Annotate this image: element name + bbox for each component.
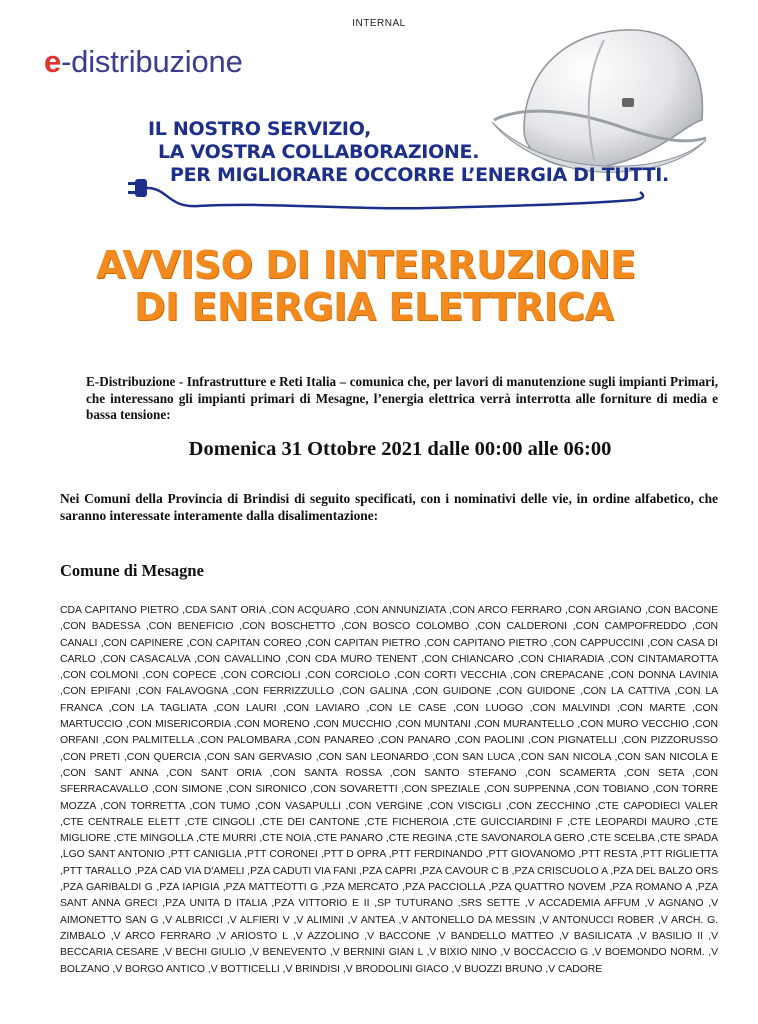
headline-line-1: AVVISO DI INTERRUZIONE	[96, 243, 636, 287]
slogan	[148, 118, 669, 187]
plug-cable-icon	[128, 178, 648, 218]
slogan-line-3: PER MIGLIORARE OCCORRE L’ENERGIA DI TUTTI.	[170, 164, 669, 186]
intro-paragraph: E-Distribuzione - Infrastrutture e Reti Italia – comunica che, per lavori di manutenzione sugli impianti Primari, che interessano gli impianti primari di Mesagne, l’energia elettrica verrà interrotta alle forniture di media e bassa tensione:	[86, 374, 718, 422]
interruption-date: Domenica 31 Ottobre 2021 dalle 00:00 alle 06:00	[188, 438, 612, 460]
logo-suffix: -distribuzione	[61, 44, 243, 79]
classification-label: INTERNAL	[352, 18, 406, 29]
street-list: CDA CAPITANO PIETRO ,CDA SANT ORIA ,CON ACQUARO ,CON ANNUNZIATA ,CON ARCO FERRARO ,CON ARGIANO ,CON BACONE ,CON BADESSA ,CON BENEFICIO ,CON BOSCHETTO ,CON BOSCO COLOMBO ,CON CALDERONI ,CON CAMPOFREDDO ,CON CANALI ,CON CAPINERE ,CON CAPITAN COREO ,CON CAPITAN PIETRO ,CON CAPITANO PIETRO ,CON CAPPUCCINI ,CON CASA DI CARLO ,CON CASACALVA ,CON CAVALLINO ,CON CDA MURO TENENT ,CON CHIANCARO ,CON CHIARADIA ,CON CINTAMAROTTA ,CON COLMONI ,CON COPECE ,CON CORCIOLI ,CON CORCIOLO ,CON CORTI VECCHIA ,CON CREPACANE ,CON DONNA LAVINIA ,CON EPIFANI ,CON FALAVOGNA ,CON FERRIZZULLO ,CON GALINA ,CON GUIDONE ,CON GUIDONE ,CON LA CATTIVA ,CON LA FRANCA ,CON LA TAGLIATA ,CON LAURI ,CON LAVIARO ,CON LE CASE ,CON LUOGO ,CON MALVINDI ,CON MARTE ,CON MARTUCCIO ,CON MISERICORDIA ,CON MORENO ,CON MUCCHIO ,CON MUNTANI ,CON MURANTELLO ,CON MURO VECCHIO ,CON ORFANI ,CON PALMITELLA ,CON PALOMBARA ,CON PANAREO ,CON PANARO ,CON PAOLINI ,CON PIGNATELLI ,CON PIZZORUSSO ,CON PRETI ,CON QUERCIA ,CON SAN GERVASIO ,CON SAN LEONARDO ,CON SAN LUCA ,CON SAN NICOLA ,CON SAN NICOLA E ,CON SANT ANNA ,CON SANT ORIA ,CON SANTA ROSSA ,CON SANTO STEFANO ,CON SCAMERTA ,CON SETA ,CON SFERRACAVALLO ,CON SIMONE ,CON SIRONICO ,CON SOVARETTI ,CON SPEZIALE ,CON SUPPENNA ,CON TOBIANO ,CON TORRE MOZZA ,CON TORRETTA ,CON TUMO ,CON VASAPULLI ,CON VERGINE ,CON VISCIGLI ,CON ZECCHINO ,CTE CAPODIECI VALER ,CTE CENTRALE ELETT ,CTE CINGOLI ,CTE DEI CANTONE ,CTE FICHEROIA ,CTE GUICCIARDINI F ,CTE LEOPARDI MAURO ,CTE MIGLIORE ,CTE MINGOLLA ,CTE MURRI ,CTE NOIA ,CTE PANARO ,CTE REGINA ,CTE SAVONAROLA GERO ,CTE SCELBA ,CTE SPADA ,LGO SANT ANTONIO ,PTT CANIGLIA ,PTT CORONEI ,PTT D OPRA ,PTT FERDINANDO ,PTT GIOVANOMO ,PTT RESTA ,PTT RIGLIETTA ,PTT TARALLO ,PZA CAD VIA D'AMELI ,PZA CADUTI VIA FANI ,PZA CAPRI ,PZA CAVOUR C B ,PZA CRISCUOLO A ,PZA DEL BALZO ORS ,PZA GARIBALDI G ,PZA IAPIGIA ,PZA MATTEOTTI G ,PZA MERCATO ,PZA PACCIOLLA ,PZA QUATTRO NOVEM ,PZA ROMANO A ,PZA SANT ANNA GRECI ,PZA UNITA D ITALIA ,PZA VITTORIO E II ,SP TUTURANO ,SRS SETTE ,V ACCADEMIA AFFUM ,V AGNANO ,V AIMONETTO SAN G ,V ALBRICCI ,V ALFIERI V ,V ALIMINI ,V ANTEA ,V ANTONELLO DA MESSIN ,V ANTONUCCI ROBER ,V ARCH. G. ZIMBALO ,V ARCO FERRARO ,V ARIOSTO L ,V AZZOLINO ,V BACCONE ,V BANDELLO MATTEO ,V BASILICATA ,V BASILIO II ,V BECCARIA CESARE ,V BECHI GIULIO ,V BENEVENTO ,V BERNINI GIAN L ,V BIXIO NINO ,V BOCCACCIO G ,V BOEMONDO NORM. ,V BOLZANO ,V BORGO ANTICO ,V BOTTICELLI ,V BRINDISI ,V BRODOLINI GIACO ,V BUOZZI BRUNO ,V CADORE	[60, 605, 718, 975]
slogan-line-2: LA VOSTRA COLLABORAZIONE.	[158, 141, 480, 163]
slogan-line-1: IL NOSTRO SERVIZIO,	[148, 118, 372, 140]
headline	[96, 244, 636, 328]
comune-title: Comune di Mesagne	[60, 561, 204, 580]
comuni-paragraph: Nei Comuni della Provincia di Brindisi di seguito specificati, con i nominativi delle vie, in ordine alfabetico, che saranno interessate interamente dalla disalimentazione:	[60, 491, 718, 523]
e-distribuzione-logo	[44, 44, 243, 80]
headline-line-2: DI ENERGIA ELETTRICA	[134, 285, 614, 329]
logo-prefix: e	[44, 44, 62, 79]
